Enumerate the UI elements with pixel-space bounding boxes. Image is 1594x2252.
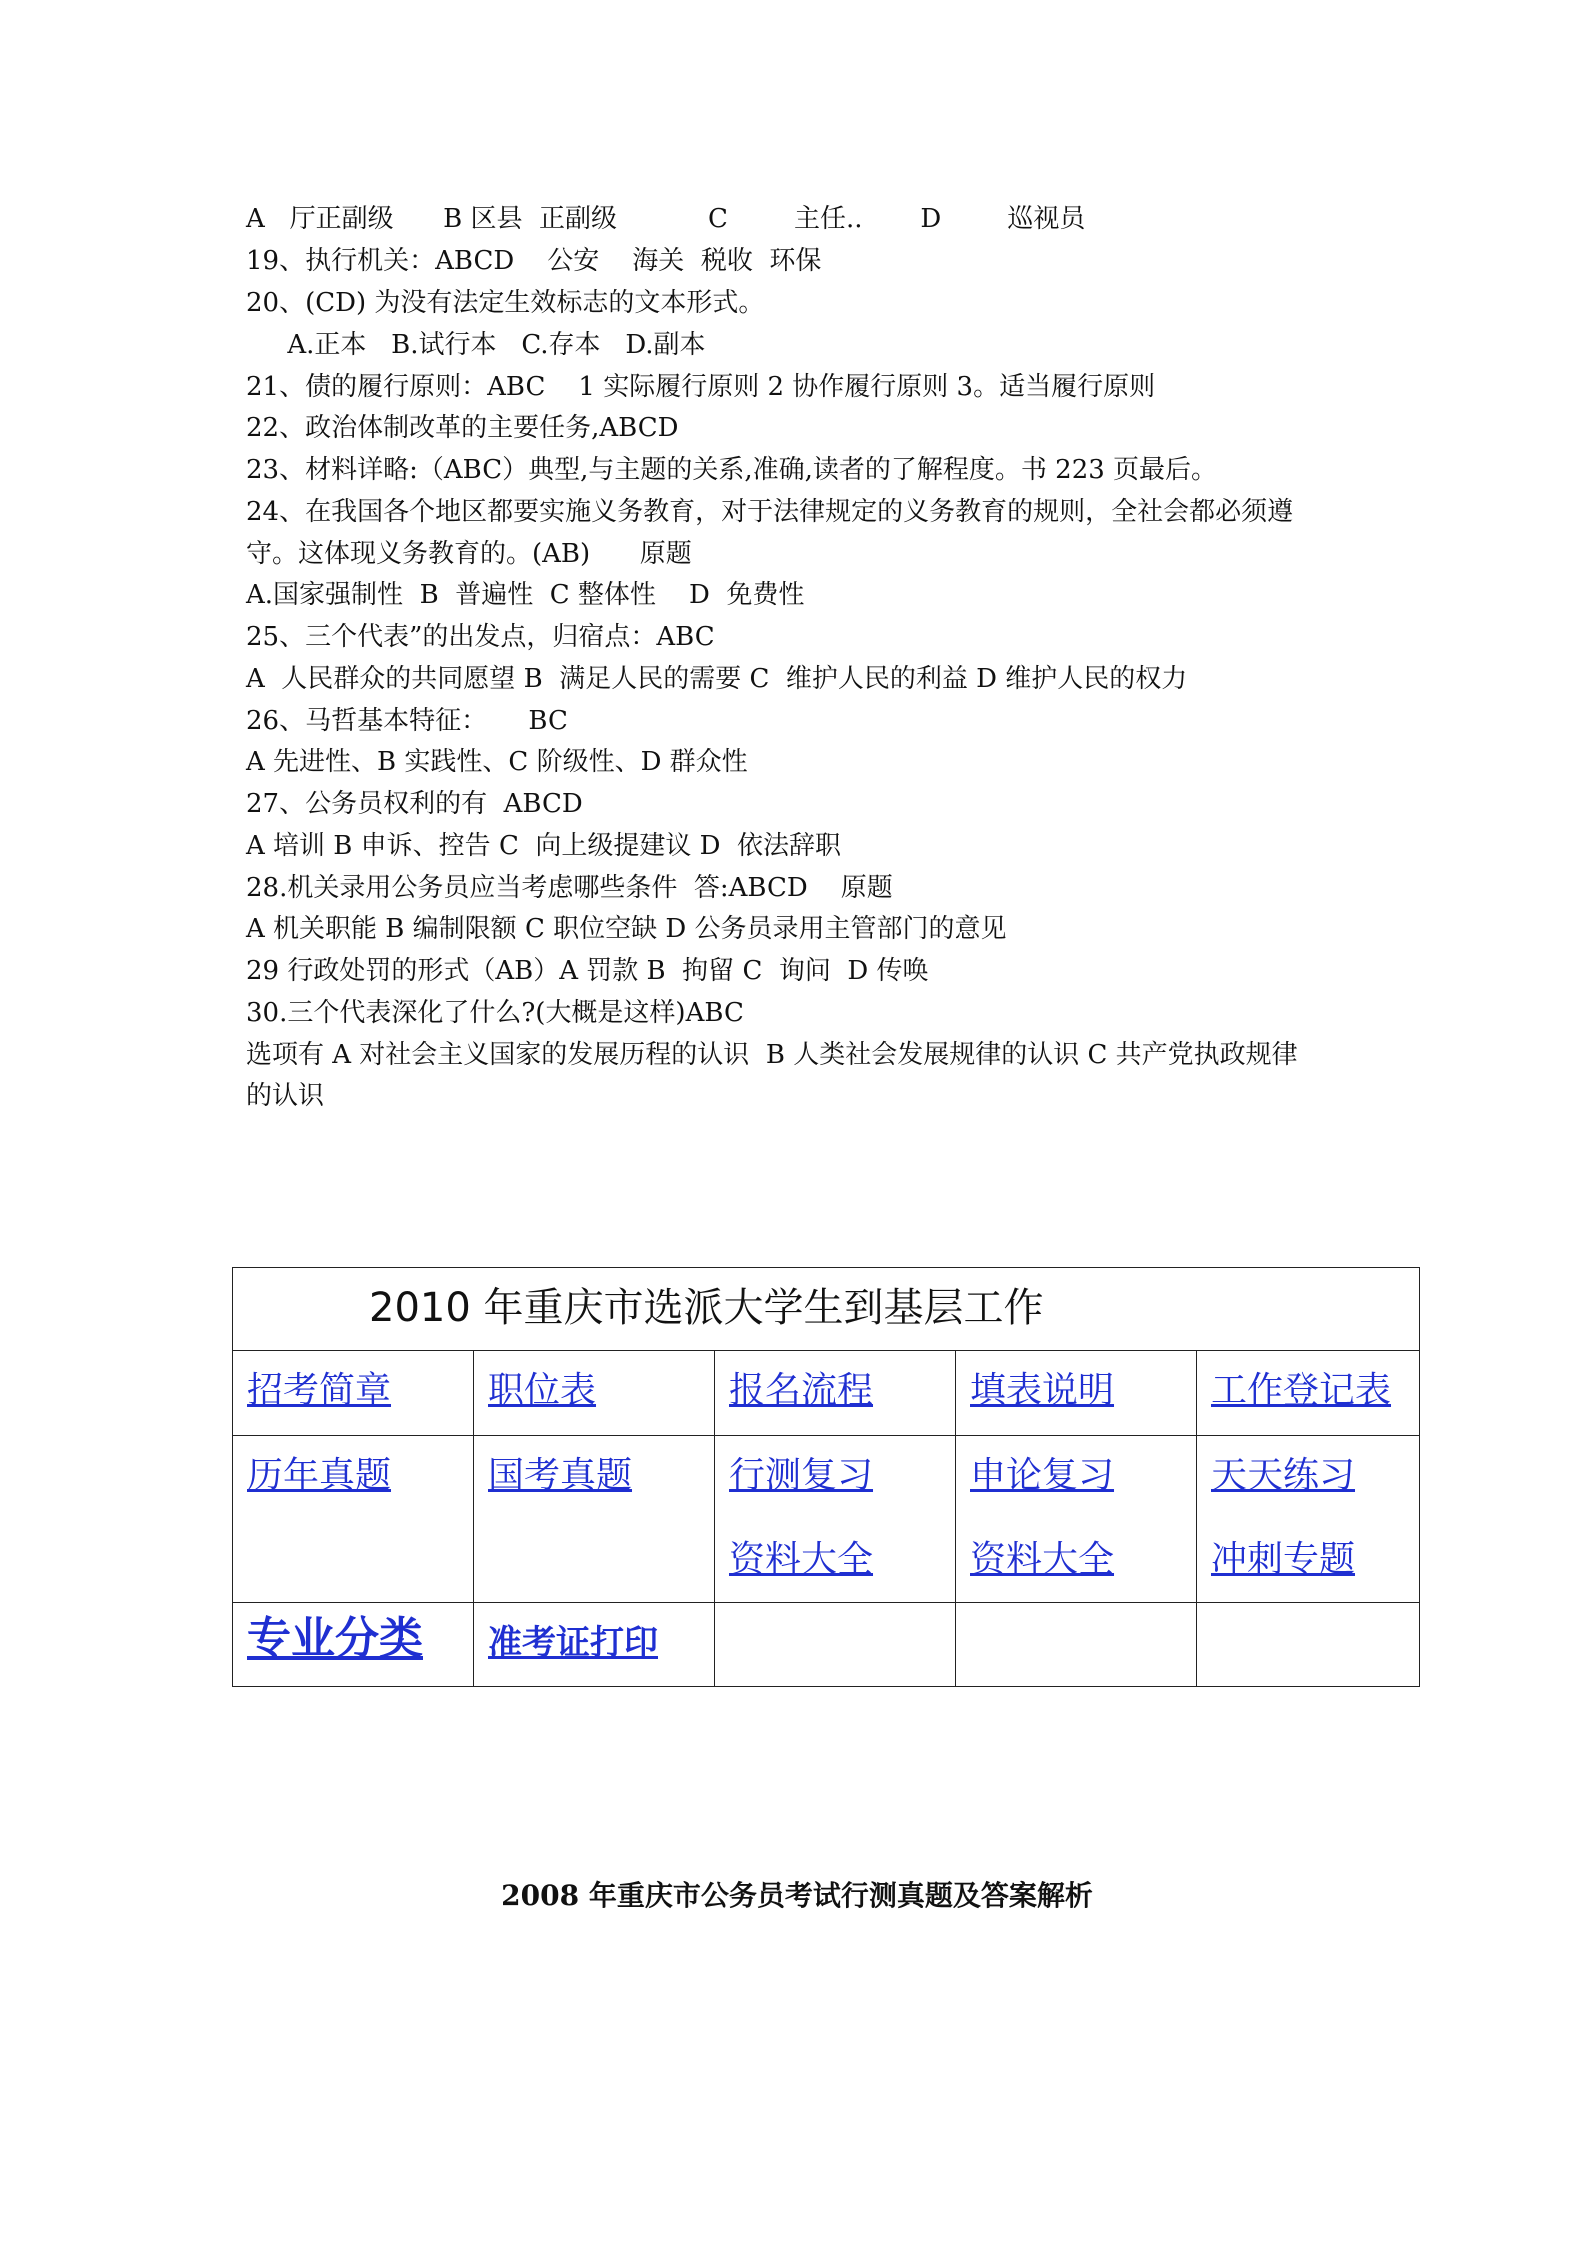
- link-registration-process[interactable]: 报名流程: [729, 1370, 874, 1412]
- table-cell: [715, 1602, 956, 1686]
- table-title: 2010 年重庆市选派大学生到基层工作: [233, 1268, 1420, 1351]
- table-cell: [233, 1602, 474, 1686]
- link-aptitude-review[interactable]: 行测复习: [729, 1454, 874, 1496]
- table-cell: [956, 1351, 1197, 1435]
- table-cell: [715, 1351, 956, 1435]
- text-line: 的认识: [246, 1081, 325, 1111]
- table-cell: [1197, 1351, 1420, 1435]
- link-form-instructions[interactable]: 填表说明: [970, 1370, 1115, 1412]
- text-line: 19、执行机关：ABCD 公安 海关 税收 环保: [246, 246, 822, 276]
- link-national-exams[interactable]: 国考真题: [488, 1454, 633, 1496]
- table-cell: [956, 1602, 1197, 1686]
- table-cell: [474, 1435, 715, 1602]
- text-line: 28.机关录用公务员应当考虑哪些条件 答:ABCD 原题: [246, 873, 893, 903]
- text-line: A 先进性、B 实践性、C 阶级性、D 群众性: [246, 747, 748, 777]
- table-cell: [1197, 1602, 1420, 1686]
- table-cell: [715, 1435, 956, 1602]
- table-cell: [233, 1351, 474, 1435]
- link-work-registration[interactable]: 工作登记表: [1211, 1370, 1392, 1412]
- text-line: 25、三个代表”的出发点，归宿点：ABC: [246, 622, 715, 652]
- link-position-table[interactable]: 职位表: [488, 1370, 597, 1412]
- text-line: 选项有 A 对社会主义国家的发展历程的认识 B 人类社会发展规律的认识 C 共产党执政规律: [246, 1040, 1298, 1070]
- text-line: 20、(CD) 为没有法定生效标志的文本形式。: [246, 288, 765, 318]
- link-sprint-topics[interactable]: 冲刺专题: [1211, 1538, 1356, 1580]
- nav-link-table: [232, 1267, 1420, 1687]
- text-line: 22、政治体制改革的主要任务,ABCD: [246, 413, 679, 443]
- link-major-classification[interactable]: 专业分类: [247, 1612, 423, 1664]
- link-materials-collection[interactable]: 资料大全: [970, 1538, 1115, 1580]
- text-line: 29 行政处罚的形式（AB）A 罚款 B 拘留 C 询问 D 传唤: [246, 956, 929, 986]
- table-cell: [474, 1602, 715, 1686]
- text-line: 30.三个代表深化了什么?(大概是这样)ABC: [246, 998, 744, 1028]
- text-line: A 人民群众的共同愿望 B 满足人民的需要 C 维护人民的利益 D 维护人民的权力: [246, 664, 1188, 694]
- link-daily-practice[interactable]: 天天练习: [1211, 1454, 1356, 1496]
- text-line: A 厅正副级 B 区县 正副级 C 主任.. D 巡视员: [246, 204, 1086, 234]
- link-admission-ticket-print[interactable]: 准考证打印: [488, 1622, 658, 1663]
- section-heading: 2008 年重庆市公务员考试行测真题及答案解析: [501, 1879, 1093, 1912]
- link-essay-review[interactable]: 申论复习: [970, 1454, 1115, 1496]
- text-line: A.国家强制性 B 普遍性 C 整体性 D 免费性: [246, 580, 805, 610]
- text-line: 24、在我国各个地区都要实施义务教育，对于法律规定的义务教育的规则，全社会都必须遵: [246, 497, 1294, 527]
- text-line: 26、马哲基本特征： BC: [246, 706, 568, 736]
- table-cell: [1197, 1435, 1420, 1602]
- table-cell: [233, 1435, 474, 1602]
- table-cell: [956, 1435, 1197, 1602]
- text-line: 27、公务员权利的有 ABCD: [246, 789, 583, 819]
- link-recruitment-brief[interactable]: 招考简章: [247, 1370, 392, 1412]
- text-line: 守。这体现义务教育的。(AB) 原题: [246, 539, 692, 569]
- text-line: A 机关职能 B 编制限额 C 职位空缺 D 公务员录用主管部门的意见: [246, 914, 1007, 944]
- text-line: 23、材料详略:（ABC）典型,与主题的关系,准确,读者的了解程度。书 223 页最后。: [246, 455, 1218, 485]
- text-line: A 培训 B 申诉、控告 C 向上级提建议 D 依法辞职: [246, 831, 842, 861]
- link-materials-collection[interactable]: 资料大全: [729, 1538, 874, 1580]
- table-cell: [474, 1351, 715, 1435]
- text-line: A.正本 B.试行本 C.存本 D.副本: [246, 330, 706, 360]
- link-past-exams[interactable]: 历年真题: [247, 1454, 392, 1496]
- text-line: 21、债的履行原则：ABC 1 实际履行原则 2 协作履行原则 3。适当履行原则: [246, 372, 1156, 402]
